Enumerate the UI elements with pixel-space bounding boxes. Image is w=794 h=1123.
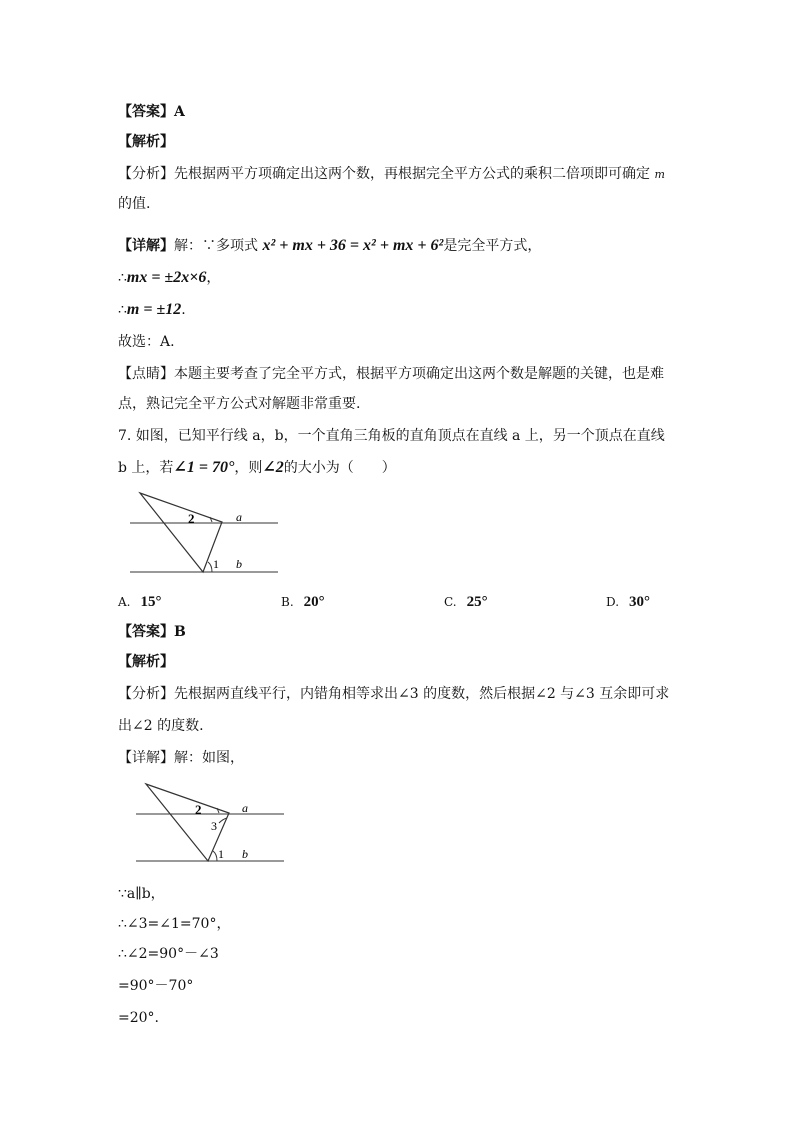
solution-line-1 (118, 884, 165, 904)
fenxi-text-2: 的值. (118, 196, 151, 212)
comment-text-1: 【点睛】本题主要考查了完全平方式，根据平方项确定出这两个数是解题的关键，也是难 (118, 366, 664, 382)
therefore-symbol: ∴ (118, 302, 127, 318)
solution-line-5 (118, 1008, 159, 1028)
therefore-symbol: ∴ (118, 270, 127, 286)
step-3-expression: m = ±12 (126, 301, 182, 318)
q7-stem-text-1: 7. 如图，已知平行线 a，b，一个直角三角板的直角顶点在直线 a 上，另一个顶点在直线 (118, 428, 665, 444)
solution-text: ∵a∥b， (118, 886, 165, 902)
step-2-expression: mx = ±2x×6 (126, 269, 207, 286)
label-b: b (236, 557, 242, 571)
angle-2-asked: ∠2 (262, 459, 284, 476)
choose-text: 故选：A. (118, 334, 175, 350)
label-1: 1 (213, 557, 219, 571)
detail-text: 【详解】解：如图， (118, 750, 244, 766)
detail-text-a: 解：∵多项式 (174, 238, 258, 254)
label-1: 1 (218, 847, 224, 861)
step-3-end: . (181, 302, 186, 318)
solution-text: ∴∠2=90°－∠3 (118, 946, 219, 962)
option-value: 25° (466, 594, 488, 610)
answer-text: 【答案】B (118, 624, 186, 640)
label-a: a (242, 801, 248, 815)
label-3: 3 (211, 819, 217, 833)
option-letter: C. (444, 595, 457, 609)
step-2-end: ， (206, 270, 221, 286)
comment-text-2: 点，熟记完全平方公式对解题非常重要. (118, 396, 361, 412)
label-a: a (236, 510, 242, 524)
option-value: 20° (303, 594, 325, 610)
fenxi-variable: m (654, 168, 665, 181)
q7-stem-text-2c: 的大小为（ ） (283, 460, 396, 476)
angle-1-arc (213, 851, 217, 861)
option-letter: A. (118, 595, 131, 609)
solution-text: ∴∠3=∠1=70°， (118, 916, 231, 932)
solution-line-3 (118, 944, 219, 964)
fenxi-text: 【分析】先根据两平方项确定出这两个数，再根据完全平方公式的乘积二倍项即可确定 (118, 166, 650, 182)
solution-text: =20°. (118, 1010, 159, 1026)
fenxi-text: 【分析】先根据两直线平行，内错角相等求出∠3 的度数，然后根据∠2 与∠3 互余即可求 (118, 686, 670, 702)
label-2: 2 (195, 802, 202, 817)
q7-stem-text-2b: ，则 (234, 460, 263, 476)
option-value: 30° (629, 594, 651, 610)
analysis-text: 【解析】 (118, 654, 174, 670)
answer-text: 【答案】A (118, 104, 185, 120)
label-2: 2 (188, 511, 195, 526)
analysis-text: 【解析】 (118, 134, 174, 150)
q7-stem-text-2a: b 上，若 (118, 460, 174, 476)
polynomial-expression: x² + mx + 36 = x² + mx + 6² (262, 237, 444, 254)
option-letter: D. (606, 595, 620, 609)
detail-label: 【详解】 (118, 238, 174, 254)
solution-line-2 (118, 914, 230, 934)
solution-line-4 (118, 976, 193, 996)
angle-1-given: ∠1 = 70° (173, 459, 235, 476)
option-value: 15° (140, 594, 162, 610)
label-b: b (242, 847, 248, 861)
solution-text: =90°－70° (118, 978, 194, 994)
fenxi-text-2: 出∠2 的度数. (118, 718, 204, 734)
option-letter: B. (281, 595, 294, 609)
detail-text-b: 是完全平方式， (443, 238, 542, 254)
